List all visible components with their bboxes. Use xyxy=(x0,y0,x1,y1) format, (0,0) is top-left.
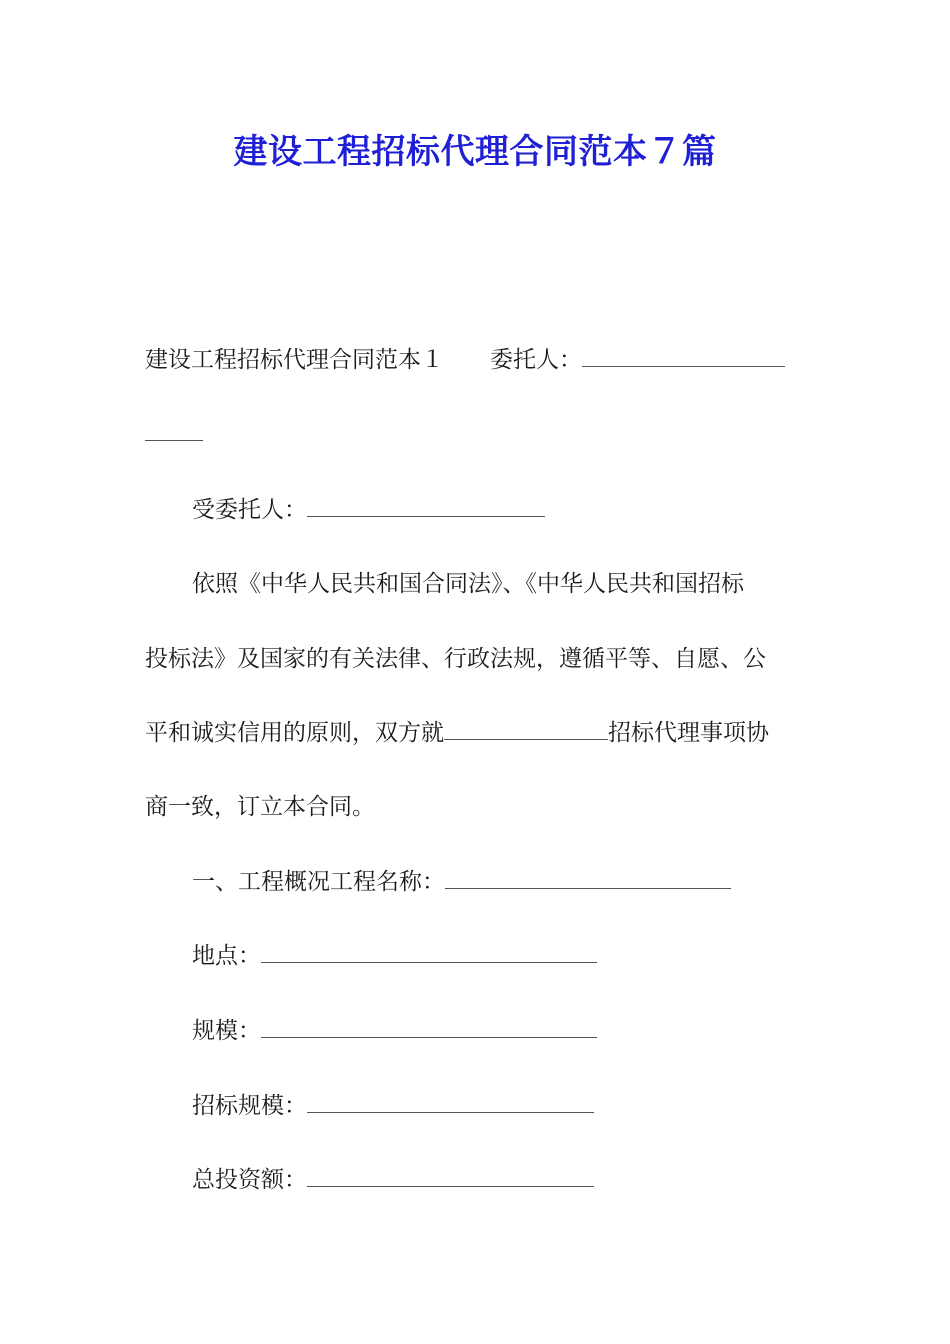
line-text: 平和诚实信用的原则，双方就 xyxy=(145,720,444,746)
paragraph-basis-line-2 xyxy=(145,643,766,675)
line-text: 总投资额： xyxy=(192,1167,307,1193)
line-text: 商一致，订立本合同。 xyxy=(145,794,375,820)
line-text: 规模： xyxy=(192,1018,261,1044)
bidding-scale-blank xyxy=(307,1092,594,1113)
line-text: 建设工程招标代理合同范本１ 委托人： xyxy=(145,347,582,373)
paragraph-basis-line-4 xyxy=(145,791,375,823)
paragraph-basis-line-1 xyxy=(192,568,744,600)
line-text: 一、工程概况工程名称： xyxy=(192,869,445,895)
line-text: 投标法》及国家的有关法律、行政法规，遵循平等、自愿、公 xyxy=(145,646,766,672)
line-text: 依照《中华人民共和国合同法》、《中华人民共和国招标 xyxy=(192,571,744,597)
total-investment-blank xyxy=(307,1166,594,1187)
section-project-name xyxy=(192,866,731,898)
paragraph-heading-contract-1 xyxy=(145,344,785,376)
project-blank xyxy=(444,719,608,740)
paragraph-basis-line-3 xyxy=(145,717,769,749)
field-total-investment xyxy=(192,1164,594,1196)
field-bidding-scale xyxy=(192,1090,594,1122)
project-name-blank xyxy=(445,868,731,889)
agent-blank xyxy=(307,496,545,517)
line-text: 招标代理事项协 xyxy=(608,720,769,746)
line-text: 受委托人： xyxy=(192,497,307,523)
field-location xyxy=(192,940,597,972)
blank-continuation xyxy=(145,420,203,441)
document-title: 建设工程招标代理合同范本７篇 xyxy=(233,132,717,172)
line-text: 招标规模： xyxy=(192,1093,307,1119)
field-scale xyxy=(192,1015,597,1047)
paragraph-agent xyxy=(192,494,545,526)
line-text: 地点： xyxy=(192,943,261,969)
principal-blank xyxy=(582,346,785,367)
location-blank xyxy=(261,942,597,963)
scale-blank xyxy=(261,1017,597,1038)
principal-blank-continued xyxy=(145,418,203,450)
